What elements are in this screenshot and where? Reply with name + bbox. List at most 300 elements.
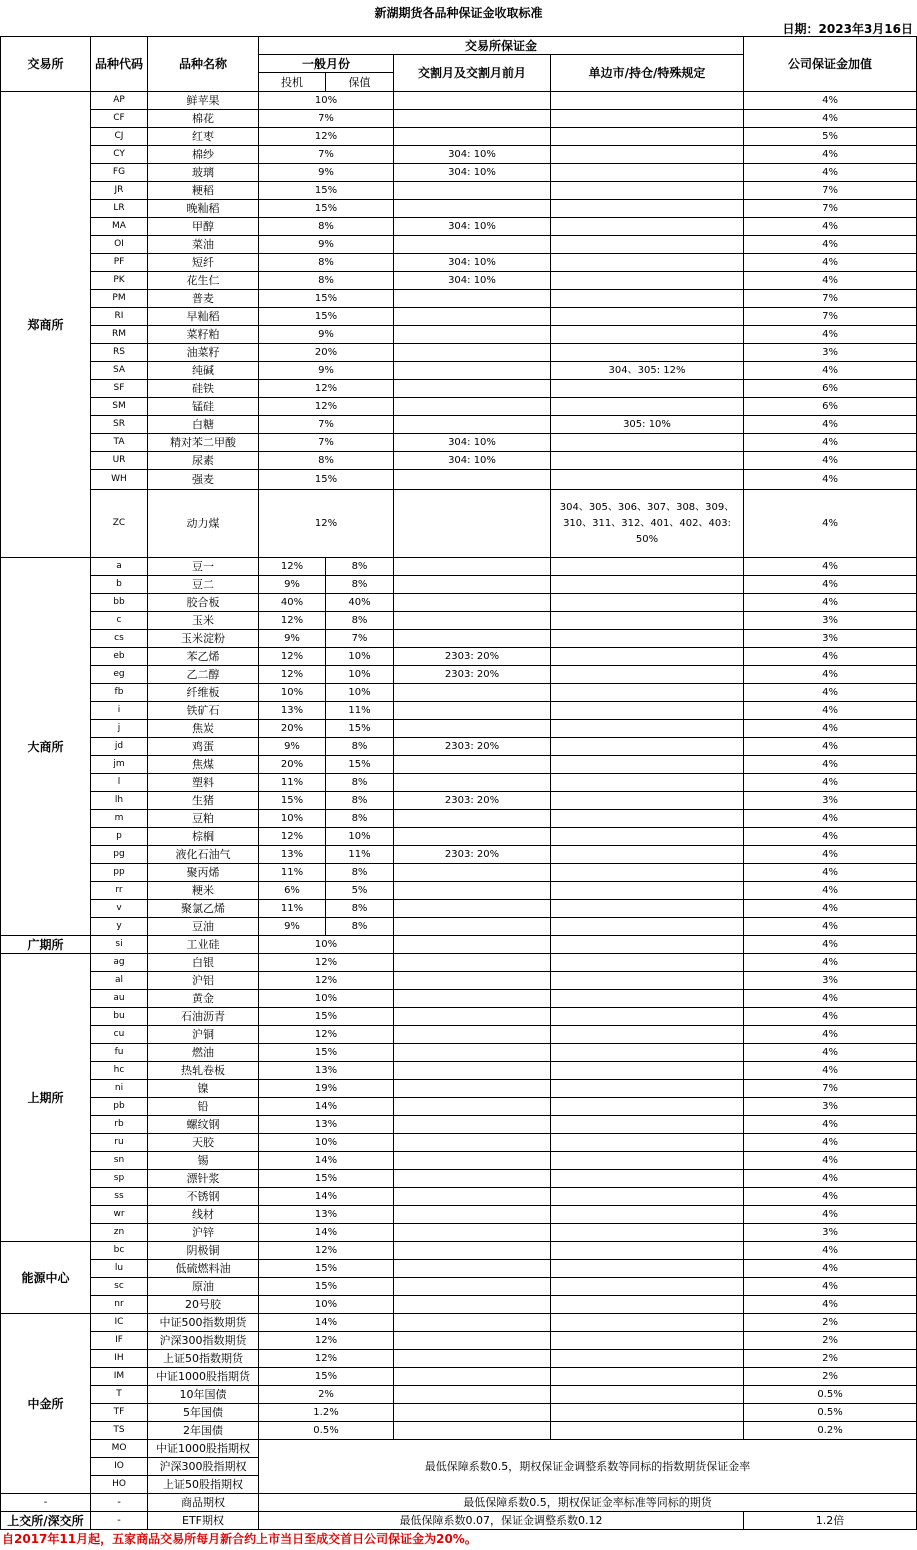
commodity-options-note-cell: 最低保障系数0.5，期权保证金率标准等同标的期货 <box>259 1494 917 1512</box>
code-cell: JR <box>91 182 148 200</box>
delivery-cell <box>394 774 551 792</box>
delivery-cell <box>394 918 551 936</box>
special-cell <box>551 290 744 308</box>
speculative-margin-cell: 20% <box>259 720 326 738</box>
company-add-cell: 4% <box>744 1296 917 1314</box>
special-cell <box>551 1062 744 1080</box>
exchange-cell: 广期所 <box>1 936 91 954</box>
company-add-cell: 4% <box>744 326 917 344</box>
special-cell <box>551 1008 744 1026</box>
delivery-cell: 304: 10% <box>394 452 551 470</box>
speculative-margin-cell: 9% <box>259 918 326 936</box>
table-row <box>1 272 917 290</box>
margin-cell: 15% <box>259 1368 394 1386</box>
table-row <box>1 1008 917 1026</box>
special-cell <box>551 720 744 738</box>
name-cell: 铁矿石 <box>148 702 259 720</box>
code-cell: ZC <box>91 490 148 558</box>
table-row <box>1 1062 917 1080</box>
delivery-cell <box>394 1116 551 1134</box>
code-cell: TS <box>91 1422 148 1440</box>
table-row <box>1 1386 917 1404</box>
company-add-cell: 7% <box>744 1080 917 1098</box>
special-cell: 305: 10% <box>551 416 744 434</box>
delivery-cell <box>394 864 551 882</box>
name-cell: 热轧卷板 <box>148 1062 259 1080</box>
exchange-cell: - <box>1 1494 91 1512</box>
special-cell <box>551 236 744 254</box>
name-cell: 短纤 <box>148 254 259 272</box>
code-cell: SA <box>91 362 148 380</box>
special-cell <box>551 792 744 810</box>
name-cell: 豆粕 <box>148 810 259 828</box>
header-exchange-margin: 交易所保证金 <box>259 37 744 55</box>
company-add-cell: 4% <box>744 218 917 236</box>
company-add-cell: 7% <box>744 290 917 308</box>
code-cell: eg <box>91 666 148 684</box>
company-add-cell: 7% <box>744 182 917 200</box>
special-cell <box>551 128 744 146</box>
margin-cell: 15% <box>259 1260 394 1278</box>
table-row <box>1 612 917 630</box>
table-row <box>1 720 917 738</box>
table-row <box>1 200 917 218</box>
table-row <box>1 684 917 702</box>
table-row <box>1 1422 917 1440</box>
delivery-cell <box>394 954 551 972</box>
company-add-cell: 4% <box>744 1152 917 1170</box>
company-add-cell: 4% <box>744 828 917 846</box>
table-row <box>1 1242 917 1260</box>
delivery-cell <box>394 200 551 218</box>
header-name: 品种名称 <box>148 37 259 92</box>
delivery-cell <box>394 1242 551 1260</box>
company-add-cell: 4% <box>744 1260 917 1278</box>
speculative-margin-cell: 12% <box>259 828 326 846</box>
company-add-cell: 3% <box>744 1098 917 1116</box>
code-cell: MA <box>91 218 148 236</box>
margin-cell: 12% <box>259 1242 394 1260</box>
code-cell: RM <box>91 326 148 344</box>
name-cell: 普麦 <box>148 290 259 308</box>
table-row <box>1 900 917 918</box>
code-cell: b <box>91 576 148 594</box>
delivery-cell <box>394 684 551 702</box>
name-cell: 鸡蛋 <box>148 738 259 756</box>
margin-cell: 15% <box>259 1008 394 1026</box>
special-cell <box>551 612 744 630</box>
delivery-cell: 2303: 20% <box>394 648 551 666</box>
speculative-margin-cell: 20% <box>259 756 326 774</box>
code-cell: lh <box>91 792 148 810</box>
table-row <box>1 362 917 380</box>
name-cell: 玉米淀粉 <box>148 630 259 648</box>
delivery-cell <box>394 1260 551 1278</box>
delivery-cell: 304: 10% <box>394 146 551 164</box>
delivery-cell: 2303: 20% <box>394 846 551 864</box>
table-row <box>1 470 917 490</box>
name-cell: 胶合板 <box>148 594 259 612</box>
company-add-cell: 4% <box>744 452 917 470</box>
table-row <box>1 380 917 398</box>
table-row <box>1 1350 917 1368</box>
company-add-cell: 4% <box>744 490 917 558</box>
special-cell <box>551 1368 744 1386</box>
code-cell: PM <box>91 290 148 308</box>
company-add-cell: 4% <box>744 954 917 972</box>
delivery-cell <box>394 290 551 308</box>
delivery-cell <box>394 900 551 918</box>
code-cell: i <box>91 702 148 720</box>
name-cell: 锡 <box>148 1152 259 1170</box>
table-row <box>1 936 917 954</box>
special-cell <box>551 1080 744 1098</box>
delivery-cell <box>394 1134 551 1152</box>
company-add-cell: 0.2% <box>744 1422 917 1440</box>
delivery-cell <box>394 1296 551 1314</box>
hedge-margin-cell: 10% <box>326 666 394 684</box>
delivery-cell: 2303: 20% <box>394 792 551 810</box>
code-cell: ss <box>91 1188 148 1206</box>
delivery-cell <box>394 380 551 398</box>
company-add-cell: 4% <box>744 1188 917 1206</box>
table-row <box>1 1368 917 1386</box>
table-row <box>1 218 917 236</box>
code-cell: v <box>91 900 148 918</box>
table-row <box>1 110 917 128</box>
table-row <box>1 1440 917 1458</box>
company-add-cell: 4% <box>744 254 917 272</box>
special-cell <box>551 434 744 452</box>
footer-note: 自2017年11月起，五家商品交易所每月新合约上市当日至成交首日公司保证金为20%。 <box>2 1532 477 1546</box>
name-cell: 漂针浆 <box>148 1170 259 1188</box>
margin-cell: 19% <box>259 1080 394 1098</box>
hedge-margin-cell: 7% <box>326 630 394 648</box>
exchange-cell: 中金所 <box>1 1314 91 1494</box>
company-add-cell: 4% <box>744 1170 917 1188</box>
special-cell <box>551 1026 744 1044</box>
special-cell <box>551 864 744 882</box>
special-cell <box>551 182 744 200</box>
code-cell: AP <box>91 92 148 110</box>
delivery-cell <box>394 810 551 828</box>
delivery-cell <box>394 1422 551 1440</box>
code-cell: FG <box>91 164 148 182</box>
margin-cell: 15% <box>259 182 394 200</box>
name-cell: 纯碱 <box>148 362 259 380</box>
company-add-cell: 4% <box>744 846 917 864</box>
delivery-cell <box>394 1026 551 1044</box>
code-cell: SF <box>91 380 148 398</box>
company-add-cell: 4% <box>744 110 917 128</box>
table-row <box>1 1206 917 1224</box>
special-cell <box>551 900 744 918</box>
special-cell <box>551 1098 744 1116</box>
table-row <box>1 594 917 612</box>
special-cell <box>551 1332 744 1350</box>
delivery-cell <box>394 756 551 774</box>
delivery-cell <box>394 1008 551 1026</box>
hedge-margin-cell: 8% <box>326 774 394 792</box>
table-row <box>1 828 917 846</box>
name-cell: 纤维板 <box>148 684 259 702</box>
company-add-cell: 2% <box>744 1350 917 1368</box>
company-add-cell: 4% <box>744 702 917 720</box>
special-cell: 304、305、306、307、308、309、310、311、312、401、402、403: 50% <box>551 490 744 558</box>
hedge-margin-cell: 10% <box>326 648 394 666</box>
hedge-margin-cell: 8% <box>326 576 394 594</box>
margin-cell: 15% <box>259 1278 394 1296</box>
delivery-cell <box>394 1170 551 1188</box>
company-add-cell: 4% <box>744 918 917 936</box>
name-cell: 尿素 <box>148 452 259 470</box>
special-cell <box>551 1188 744 1206</box>
special-cell <box>551 1152 744 1170</box>
code-cell: j <box>91 720 148 738</box>
special-cell <box>551 110 744 128</box>
company-add-cell: 4% <box>744 164 917 182</box>
name-cell: 低硫燃料油 <box>148 1260 259 1278</box>
table-row <box>1 308 917 326</box>
table-row <box>1 344 917 362</box>
special-cell: 304、305: 12% <box>551 362 744 380</box>
table-row <box>1 1116 917 1134</box>
table-row <box>1 490 917 558</box>
delivery-cell <box>394 1314 551 1332</box>
name-cell: 铅 <box>148 1098 259 1116</box>
delivery-cell <box>394 576 551 594</box>
margin-cell: 14% <box>259 1188 394 1206</box>
name-cell: 聚氯乙烯 <box>148 900 259 918</box>
margin-cell: 10% <box>259 1296 394 1314</box>
table-row <box>1 756 917 774</box>
name-cell: 花生仁 <box>148 272 259 290</box>
header-hedge: 保值 <box>326 73 394 92</box>
code-cell: lu <box>91 1260 148 1278</box>
table-row <box>1 92 917 110</box>
margin-cell: 15% <box>259 1044 394 1062</box>
special-cell <box>551 846 744 864</box>
name-cell: 硅铁 <box>148 380 259 398</box>
company-add-cell: 3% <box>744 972 917 990</box>
name-cell: 沪深300股指期权 <box>148 1458 259 1476</box>
special-cell <box>551 972 744 990</box>
code-cell: PF <box>91 254 148 272</box>
company-add-cell: 0.5% <box>744 1404 917 1422</box>
delivery-cell <box>394 92 551 110</box>
name-cell: 沪铝 <box>148 972 259 990</box>
table-row <box>1 1098 917 1116</box>
name-cell: 原油 <box>148 1278 259 1296</box>
hedge-margin-cell: 8% <box>326 612 394 630</box>
code-cell: zn <box>91 1224 148 1242</box>
table-row <box>1 630 917 648</box>
delivery-cell: 304: 10% <box>394 272 551 290</box>
special-cell <box>551 92 744 110</box>
code-cell: bu <box>91 1008 148 1026</box>
hedge-margin-cell: 5% <box>326 882 394 900</box>
name-cell: 上证50指数期货 <box>148 1350 259 1368</box>
company-add-cell: 1.2倍 <box>744 1512 917 1530</box>
margin-cell: 15% <box>259 1170 394 1188</box>
delivery-cell <box>394 1332 551 1350</box>
name-cell: 螺纹钢 <box>148 1116 259 1134</box>
special-cell <box>551 576 744 594</box>
special-cell <box>551 756 744 774</box>
code-cell: hc <box>91 1062 148 1080</box>
delivery-cell <box>394 882 551 900</box>
delivery-cell <box>394 1188 551 1206</box>
name-cell: 豆一 <box>148 558 259 576</box>
header-general-month: 一般月份 <box>259 55 394 73</box>
special-cell <box>551 1044 744 1062</box>
company-add-cell: 4% <box>744 1062 917 1080</box>
company-add-cell: 3% <box>744 612 917 630</box>
table-row <box>1 326 917 344</box>
delivery-cell <box>394 936 551 954</box>
table-row <box>1 1134 917 1152</box>
margin-cell: 12% <box>259 398 394 416</box>
name-cell: 玉米 <box>148 612 259 630</box>
delivery-cell: 304: 10% <box>394 164 551 182</box>
table-row <box>1 254 917 272</box>
margin-cell: 8% <box>259 272 394 290</box>
company-add-cell: 5% <box>744 128 917 146</box>
special-cell <box>551 630 744 648</box>
code-cell: cu <box>91 1026 148 1044</box>
name-cell: ETF期权 <box>148 1512 259 1530</box>
table-row <box>1 774 917 792</box>
code-cell: CF <box>91 110 148 128</box>
hedge-margin-cell: 10% <box>326 828 394 846</box>
special-cell <box>551 828 744 846</box>
margin-cell: 10% <box>259 92 394 110</box>
delivery-cell <box>394 1080 551 1098</box>
delivery-cell <box>394 828 551 846</box>
hedge-margin-cell: 11% <box>326 846 394 864</box>
delivery-cell <box>394 236 551 254</box>
margin-cell: 12% <box>259 1332 394 1350</box>
header-code: 品种代码 <box>91 37 148 92</box>
margin-cell: 7% <box>259 416 394 434</box>
code-cell: rr <box>91 882 148 900</box>
table-row <box>1 398 917 416</box>
speculative-margin-cell: 12% <box>259 612 326 630</box>
name-cell: 10年国债 <box>148 1386 259 1404</box>
header-delivery-month: 交割月及交割月前月 <box>394 55 551 92</box>
name-cell: 商品期权 <box>148 1494 259 1512</box>
special-cell <box>551 918 744 936</box>
speculative-margin-cell: 6% <box>259 882 326 900</box>
speculative-margin-cell: 9% <box>259 738 326 756</box>
code-cell: CJ <box>91 128 148 146</box>
options-note-cell: 最低保障系数0.5，期权保证金调整系数等同标的指数期货保证金率 <box>259 1440 917 1494</box>
special-cell <box>551 648 744 666</box>
company-add-cell: 4% <box>744 576 917 594</box>
margin-cell: 14% <box>259 1314 394 1332</box>
speculative-margin-cell: 13% <box>259 846 326 864</box>
company-add-cell: 4% <box>744 774 917 792</box>
special-cell <box>551 1404 744 1422</box>
name-cell: 沪深300指数期货 <box>148 1332 259 1350</box>
company-add-cell: 4% <box>744 1134 917 1152</box>
delivery-cell: 304: 10% <box>394 434 551 452</box>
code-cell: T <box>91 1386 148 1404</box>
delivery-cell <box>394 128 551 146</box>
margin-cell: 7% <box>259 434 394 452</box>
special-cell <box>551 1134 744 1152</box>
special-cell <box>551 1242 744 1260</box>
special-cell <box>551 452 744 470</box>
margin-cell: 8% <box>259 452 394 470</box>
code-cell: ag <box>91 954 148 972</box>
table-row <box>1 1332 917 1350</box>
table-row <box>1 1080 917 1098</box>
table-row <box>1 1314 917 1332</box>
company-add-cell: 4% <box>744 434 917 452</box>
delivery-cell <box>394 470 551 490</box>
margin-cell: 10% <box>259 990 394 1008</box>
name-cell: 强麦 <box>148 470 259 490</box>
company-add-cell: 4% <box>744 470 917 490</box>
company-add-cell: 4% <box>744 558 917 576</box>
margin-cell: 12% <box>259 954 394 972</box>
name-cell: 聚丙烯 <box>148 864 259 882</box>
table-row <box>1 648 917 666</box>
delivery-cell: 304: 10% <box>394 218 551 236</box>
company-add-cell: 4% <box>744 648 917 666</box>
table-row <box>1 1170 917 1188</box>
name-cell: 粳米 <box>148 882 259 900</box>
name-cell: 阴极铜 <box>148 1242 259 1260</box>
table-row <box>1 558 917 576</box>
company-add-cell: 4% <box>744 594 917 612</box>
code-cell: SM <box>91 398 148 416</box>
special-cell <box>551 666 744 684</box>
delivery-cell: 2303: 20% <box>394 666 551 684</box>
special-cell <box>551 218 744 236</box>
name-cell: 乙二醇 <box>148 666 259 684</box>
special-cell <box>551 1350 744 1368</box>
margin-cell: 12% <box>259 380 394 398</box>
margin-cell: 12% <box>259 1350 394 1368</box>
company-add-cell: 3% <box>744 630 917 648</box>
speculative-margin-cell: 10% <box>259 810 326 828</box>
delivery-cell <box>394 1350 551 1368</box>
company-add-cell: 3% <box>744 792 917 810</box>
code-cell: SR <box>91 416 148 434</box>
company-add-cell: 4% <box>744 1242 917 1260</box>
margin-cell: 20% <box>259 344 394 362</box>
company-add-cell: 4% <box>744 1008 917 1026</box>
table-row <box>1 1260 917 1278</box>
name-cell: 白银 <box>148 954 259 972</box>
special-cell <box>551 1170 744 1188</box>
delivery-cell <box>394 630 551 648</box>
special-cell <box>551 684 744 702</box>
delivery-cell <box>394 1098 551 1116</box>
delivery-cell <box>394 490 551 558</box>
company-add-cell: 4% <box>744 272 917 290</box>
report-date: 日期：2023年3月16日 <box>782 22 913 36</box>
name-cell: 精对苯二甲酸 <box>148 434 259 452</box>
code-cell: l <box>91 774 148 792</box>
table-row <box>1 452 917 470</box>
company-add-cell: 4% <box>744 416 917 434</box>
table-row <box>1 738 917 756</box>
name-cell: 白糖 <box>148 416 259 434</box>
table-row <box>1 1494 917 1512</box>
